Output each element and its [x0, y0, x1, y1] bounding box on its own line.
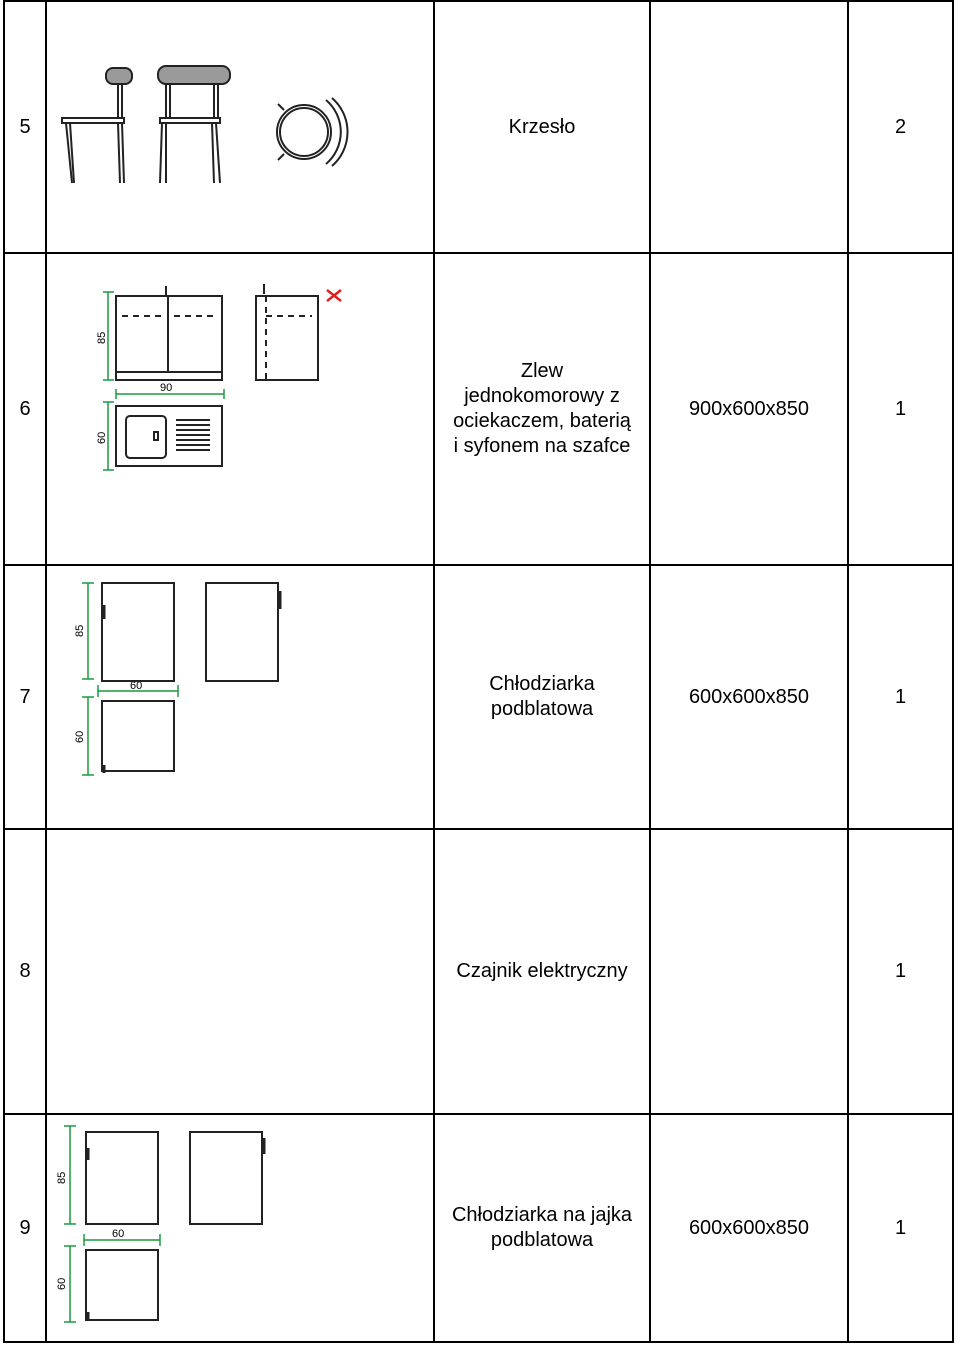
fridge-icon	[48, 1120, 288, 1330]
item-name-line: Krzesło	[508, 115, 576, 138]
item-dimensions	[650, 829, 848, 1114]
height-label: 85	[96, 331, 108, 344]
row-number: 9	[19, 1216, 31, 1239]
item-quantity: 1	[894, 685, 907, 708]
height-label: 85	[56, 1171, 68, 1184]
width-label: 60	[130, 680, 143, 692]
sink-cabinet-icon	[48, 280, 368, 480]
width-label: 90	[160, 382, 173, 394]
item-name-line: Chłodziarka na jajka	[451, 1204, 633, 1226]
item-name	[434, 829, 650, 1114]
row-number: 7	[19, 685, 31, 708]
row-number: 6	[19, 397, 31, 420]
fridge-icon	[48, 575, 308, 785]
item-dimensions: 900x600x850	[688, 397, 810, 420]
item-name	[434, 1, 650, 253]
item-name-line: ociekaczem, baterią	[453, 410, 631, 432]
width-label: 60	[112, 1228, 125, 1240]
item-name-line: jednokomorowy z	[464, 385, 620, 407]
item-name-line: Czajnik elektryczny	[456, 960, 628, 982]
row-number: 8	[19, 960, 31, 982]
depth-label: 60	[96, 431, 108, 444]
item-quantity: 2	[894, 115, 907, 138]
item-quantity: 1	[894, 960, 907, 982]
item-quantity: 1	[894, 1216, 907, 1239]
height-label: 85	[74, 624, 86, 637]
item-quantity: 1	[894, 397, 907, 420]
red-mark-icon	[327, 290, 341, 301]
item-name-line: podblatowa	[490, 1229, 594, 1251]
chair-icon	[48, 50, 368, 200]
item-name	[434, 253, 650, 565]
item-dimensions: 600x600x850	[688, 685, 810, 708]
item-name-line: Chłodziarka	[489, 673, 595, 695]
row-number: 5	[19, 115, 31, 138]
item-name	[434, 1114, 650, 1342]
item-name	[434, 565, 650, 829]
depth-label: 60	[74, 730, 86, 743]
item-dimensions: 600x600x850	[688, 1216, 810, 1239]
item-name-line: i syfonem na szafce	[453, 435, 631, 457]
item-name-line: podblatowa	[490, 698, 594, 720]
item-dimensions	[650, 1, 848, 253]
depth-label: 60	[56, 1277, 68, 1290]
item-name-line: Zlew	[520, 360, 564, 382]
